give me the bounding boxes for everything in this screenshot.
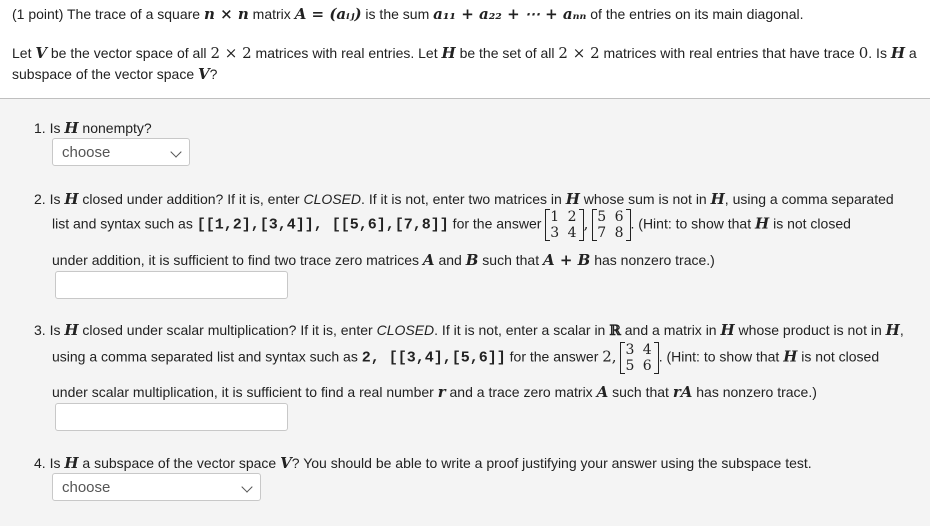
question-1: 1. Is H nonempty?	[34, 119, 152, 137]
matrix-example-1: 1 2 3 4	[545, 209, 583, 241]
syntax-example: [[1,2],[3,4]], [[5,6],[7,8]]	[196, 216, 449, 234]
chevron-down-icon	[241, 481, 252, 492]
q4-select[interactable]: choose	[52, 473, 261, 501]
problem-intro	[0, 0, 930, 99]
intro-line-3: subspace of the vector space V?	[12, 65, 218, 83]
q1-select[interactable]: choose	[52, 138, 190, 166]
syntax-example: 2, [[3,4],[5,6]]	[361, 349, 506, 367]
questions-panel	[0, 99, 930, 526]
question-4: 4. Is H a subspace of the vector space V? You should be able to write a proof justifying your answer using the subspace test.	[34, 454, 812, 472]
question-2-line-2: list and syntax such as [[1,2],[3,4]], [[5,6],[7,8]] for the answer 1 2 3 4 , 5 6 7 8 . (Hint: to show that H is not closed	[52, 209, 851, 241]
question-3-line-1: 3. Is H closed under scalar multiplication? If it is, enter CLOSED. If it is not, enter a scalar in ℝ and a matrix in H whose product is not in H,	[34, 321, 904, 339]
q3-answer-input[interactable]	[55, 403, 288, 431]
chevron-down-icon	[170, 146, 181, 157]
question-2-line-1: 2. Is H closed under addition? If it is, enter CLOSED. If it is not, enter two matrices in H whose sum is not in H, using a comma separated	[34, 190, 894, 208]
q2-answer-input[interactable]	[55, 271, 288, 299]
matrix-example-3: 3 4 5 6	[620, 342, 658, 374]
question-2-line-3: under addition, it is sufficient to find two trace zero matrices A and B such that A + B has nonzero trace.)	[52, 251, 715, 269]
points-label: (1 point)	[12, 6, 64, 22]
intro-line-1: (1 point) The trace of a square n × n matrix A = (aᵢⱼ) is the sum a₁₁ + a₂₂ + ⋯ + aₙₙ of the entries on its main diagonal.	[12, 5, 804, 23]
matrix-example-2: 5 6 7 8	[592, 209, 630, 241]
question-3-line-2: using a comma separated list and syntax such as 2, [[3,4],[5,6]] for the answer 2, 3 4 5 6 . (Hint: to show that H is not closed	[52, 342, 880, 374]
intro-line-2: Let V be the vector space of all 2 × 2 matrices with real entries. Let H be the set of all 2 × 2 matrices with real entries that have trace 0. Is H a	[12, 44, 917, 62]
question-3-line-3: under scalar multiplication, it is sufficient to find a real number r and a trace zero matrix A such that rA has nonzero trace.)	[52, 383, 817, 401]
